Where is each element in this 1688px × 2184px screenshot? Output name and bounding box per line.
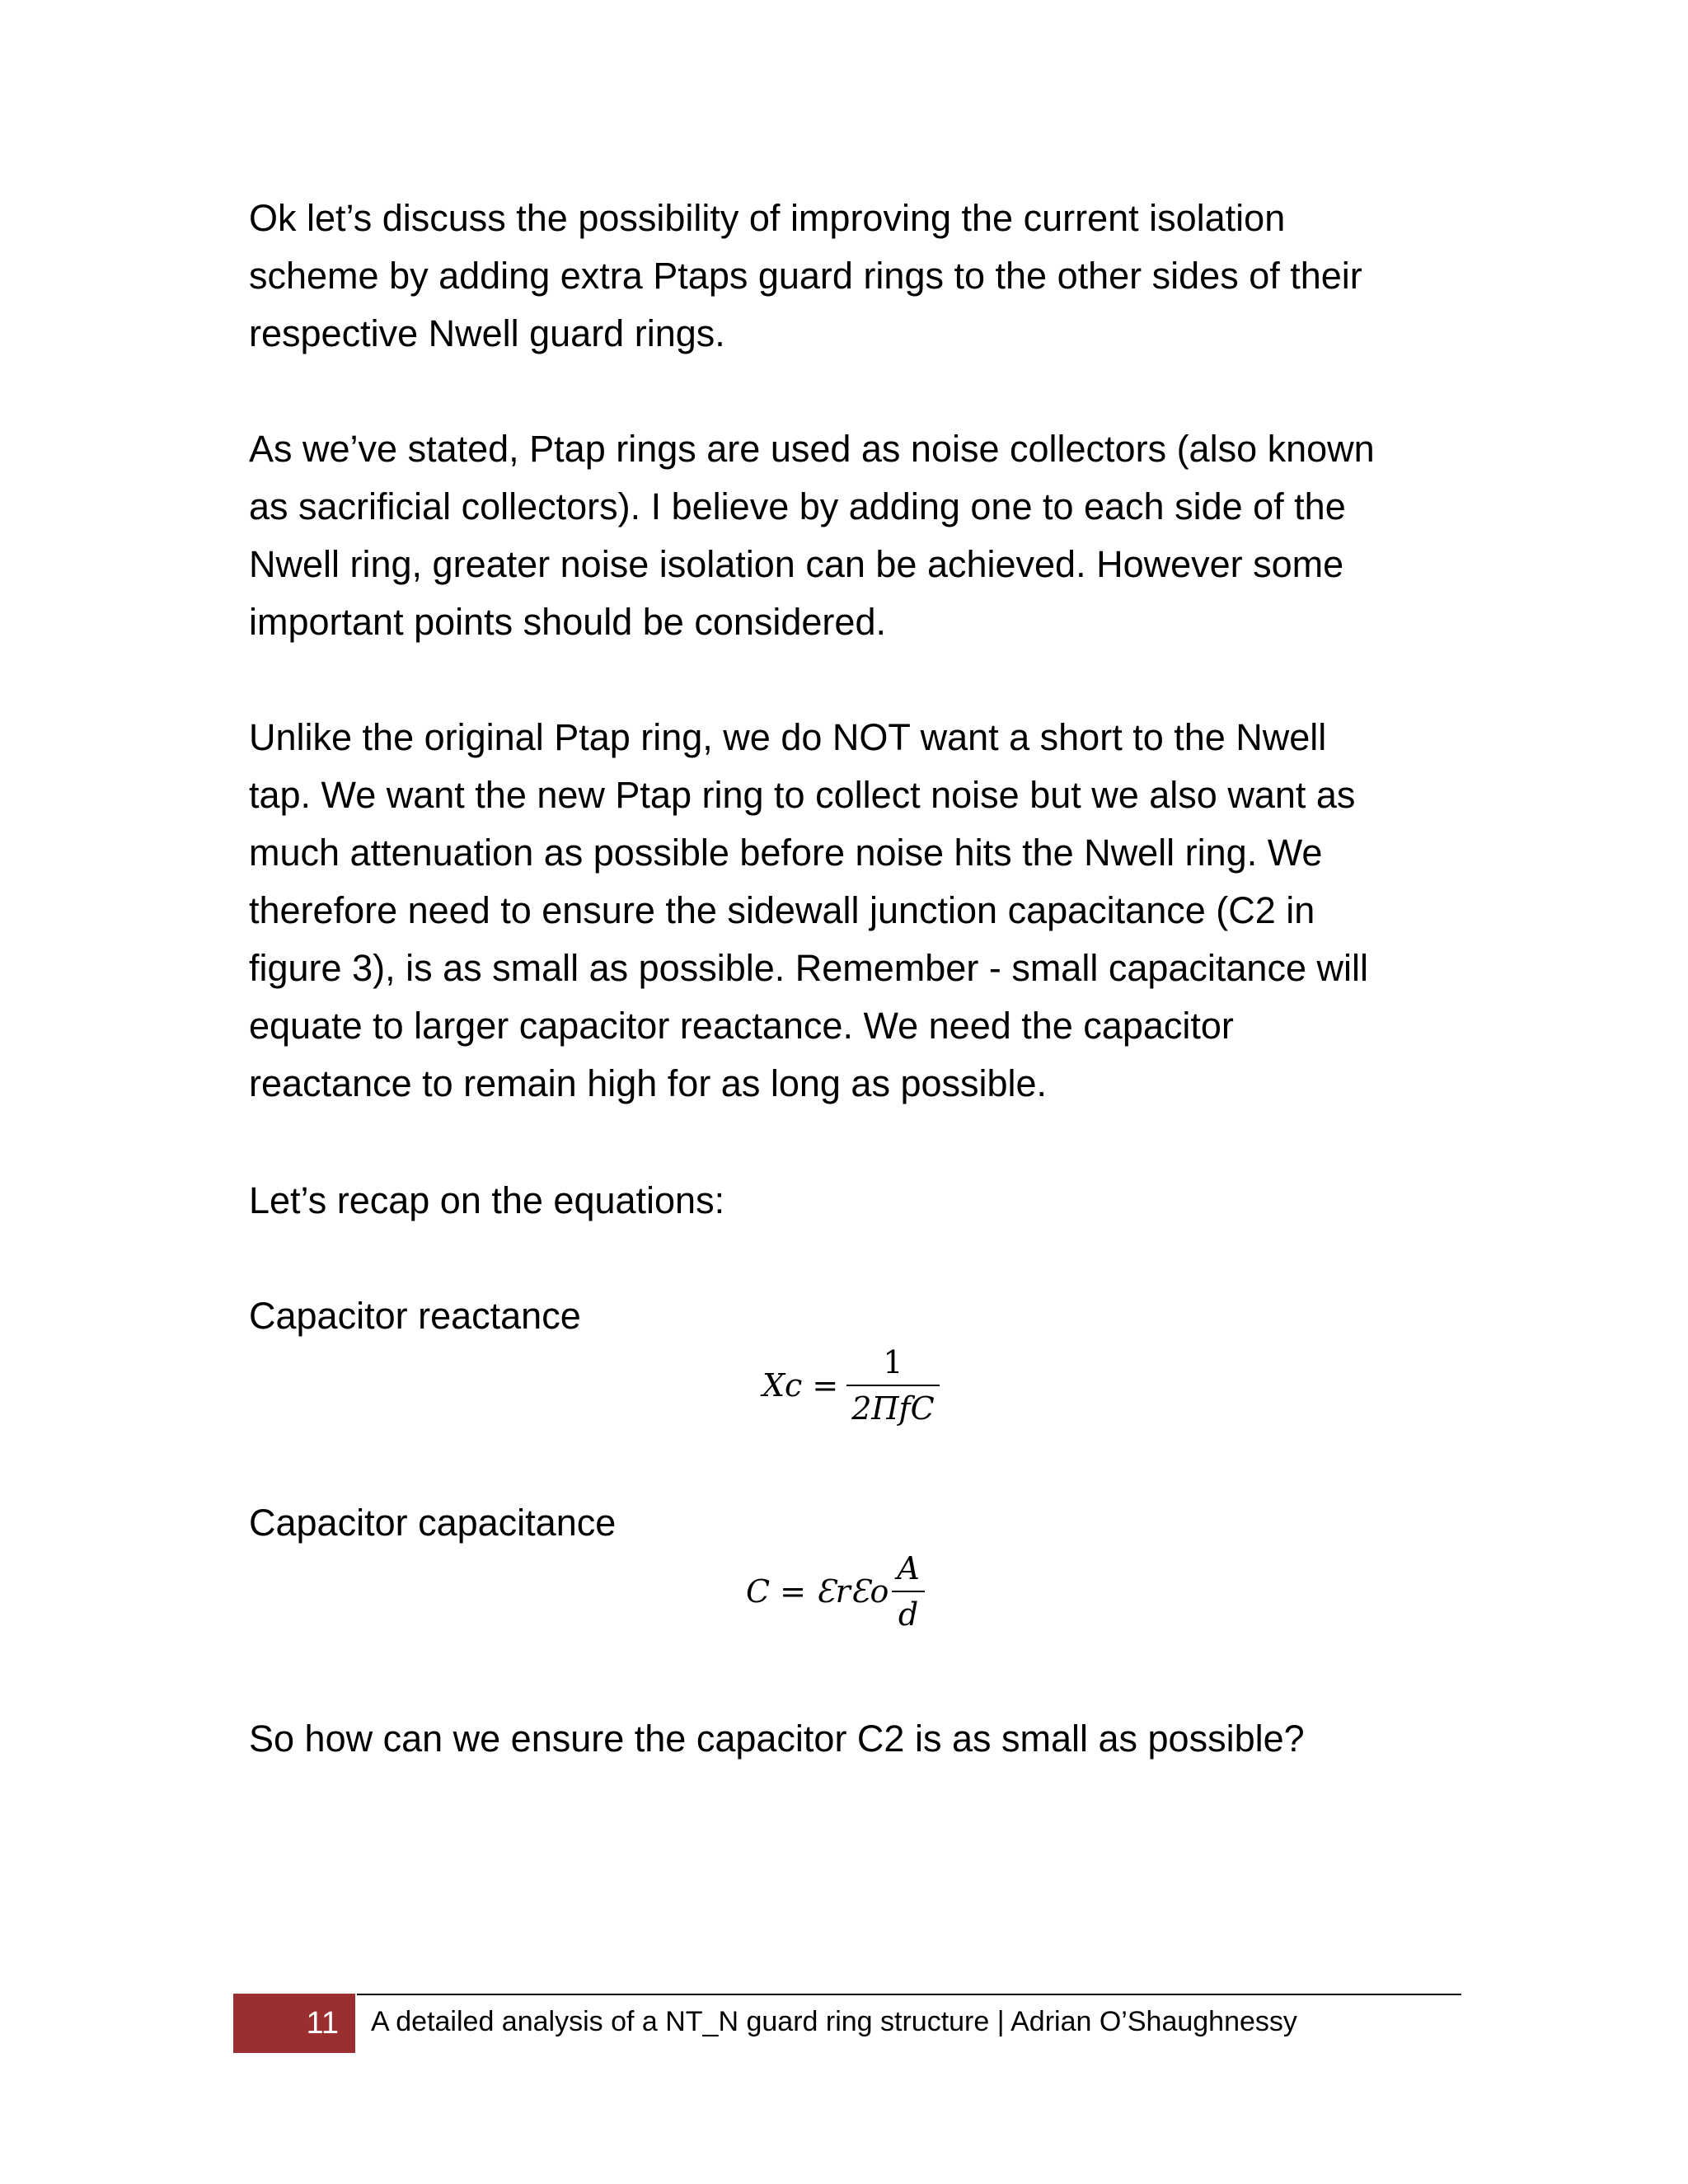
text-line: figure 3), is as small as possible. Remember - small capacitance will (249, 947, 1368, 989)
paragraph-nwell-short (249, 709, 1452, 1113)
reactance-label: Capacitor reactance (249, 1295, 581, 1337)
equals-sign: = (812, 1367, 839, 1404)
footer-title: A detailed analysis of a NT_N guard ring structure | Adrian O’Shaughnessy (371, 2006, 1297, 2037)
page-number: 11 (306, 2005, 339, 2041)
text-line: Unlike the original Ptap ring, we do NOT want a short to the Nwell (249, 716, 1327, 758)
fraction (892, 1549, 924, 1633)
page-number-badge (233, 1994, 355, 2053)
equation-lhs: Xc (762, 1367, 803, 1404)
text-line: Ok let’s discuss the possibility of improving the current isolation (249, 197, 1286, 239)
text-line: reactance to remain high for as long as possible. (249, 1062, 1048, 1104)
fraction-numerator: 1 (883, 1344, 903, 1380)
fraction-numerator: A (897, 1550, 920, 1586)
reactance-equation (762, 1343, 940, 1427)
text-line: therefore need to ensure the sidewall junction capacitance (C2 in (249, 889, 1315, 931)
capacitance-equation (746, 1549, 925, 1633)
text-line: scheme by adding extra Ptaps guard rings to the other sides of their (249, 255, 1362, 297)
text-line: equate to larger capacitor reactance. We need the capacitor (249, 1005, 1234, 1047)
paragraph-ptap-rings (249, 420, 1452, 651)
equation-lhs: C (746, 1573, 771, 1610)
equals-sign: = (780, 1573, 806, 1610)
permittivity-factor: ƐrƐo (815, 1573, 889, 1610)
text-line: much attenuation as possible before noise hits the Nwell ring. We (249, 832, 1323, 874)
text-line: As we’ve stated, Ptap rings are used as noise collectors (also known (249, 428, 1375, 470)
text-line: respective Nwell guard rings. (249, 312, 725, 354)
fraction (846, 1343, 939, 1427)
text-line: Nwell ring, greater noise isolation can be achieved. However some (249, 543, 1344, 585)
footer-divider (357, 1994, 1461, 1995)
paragraph-intro (249, 190, 1452, 363)
capacitance-label: Capacitor capacitance (249, 1502, 617, 1544)
text-line: tap. We want the new Ptap ring to collect noise but we also want as (249, 774, 1356, 816)
fraction-denominator: d (898, 1596, 919, 1633)
recap-heading: Let’s recap on the equations: (249, 1179, 725, 1221)
text-line: as sacrificial collectors). I believe by adding one to each side of the (249, 485, 1346, 527)
closing-question: So how can we ensure the capacitor C2 is as small as possible? (249, 1718, 1305, 1760)
fraction-denominator: 2ΠfC (851, 1390, 935, 1427)
text-line: important points should be considered. (249, 601, 886, 643)
